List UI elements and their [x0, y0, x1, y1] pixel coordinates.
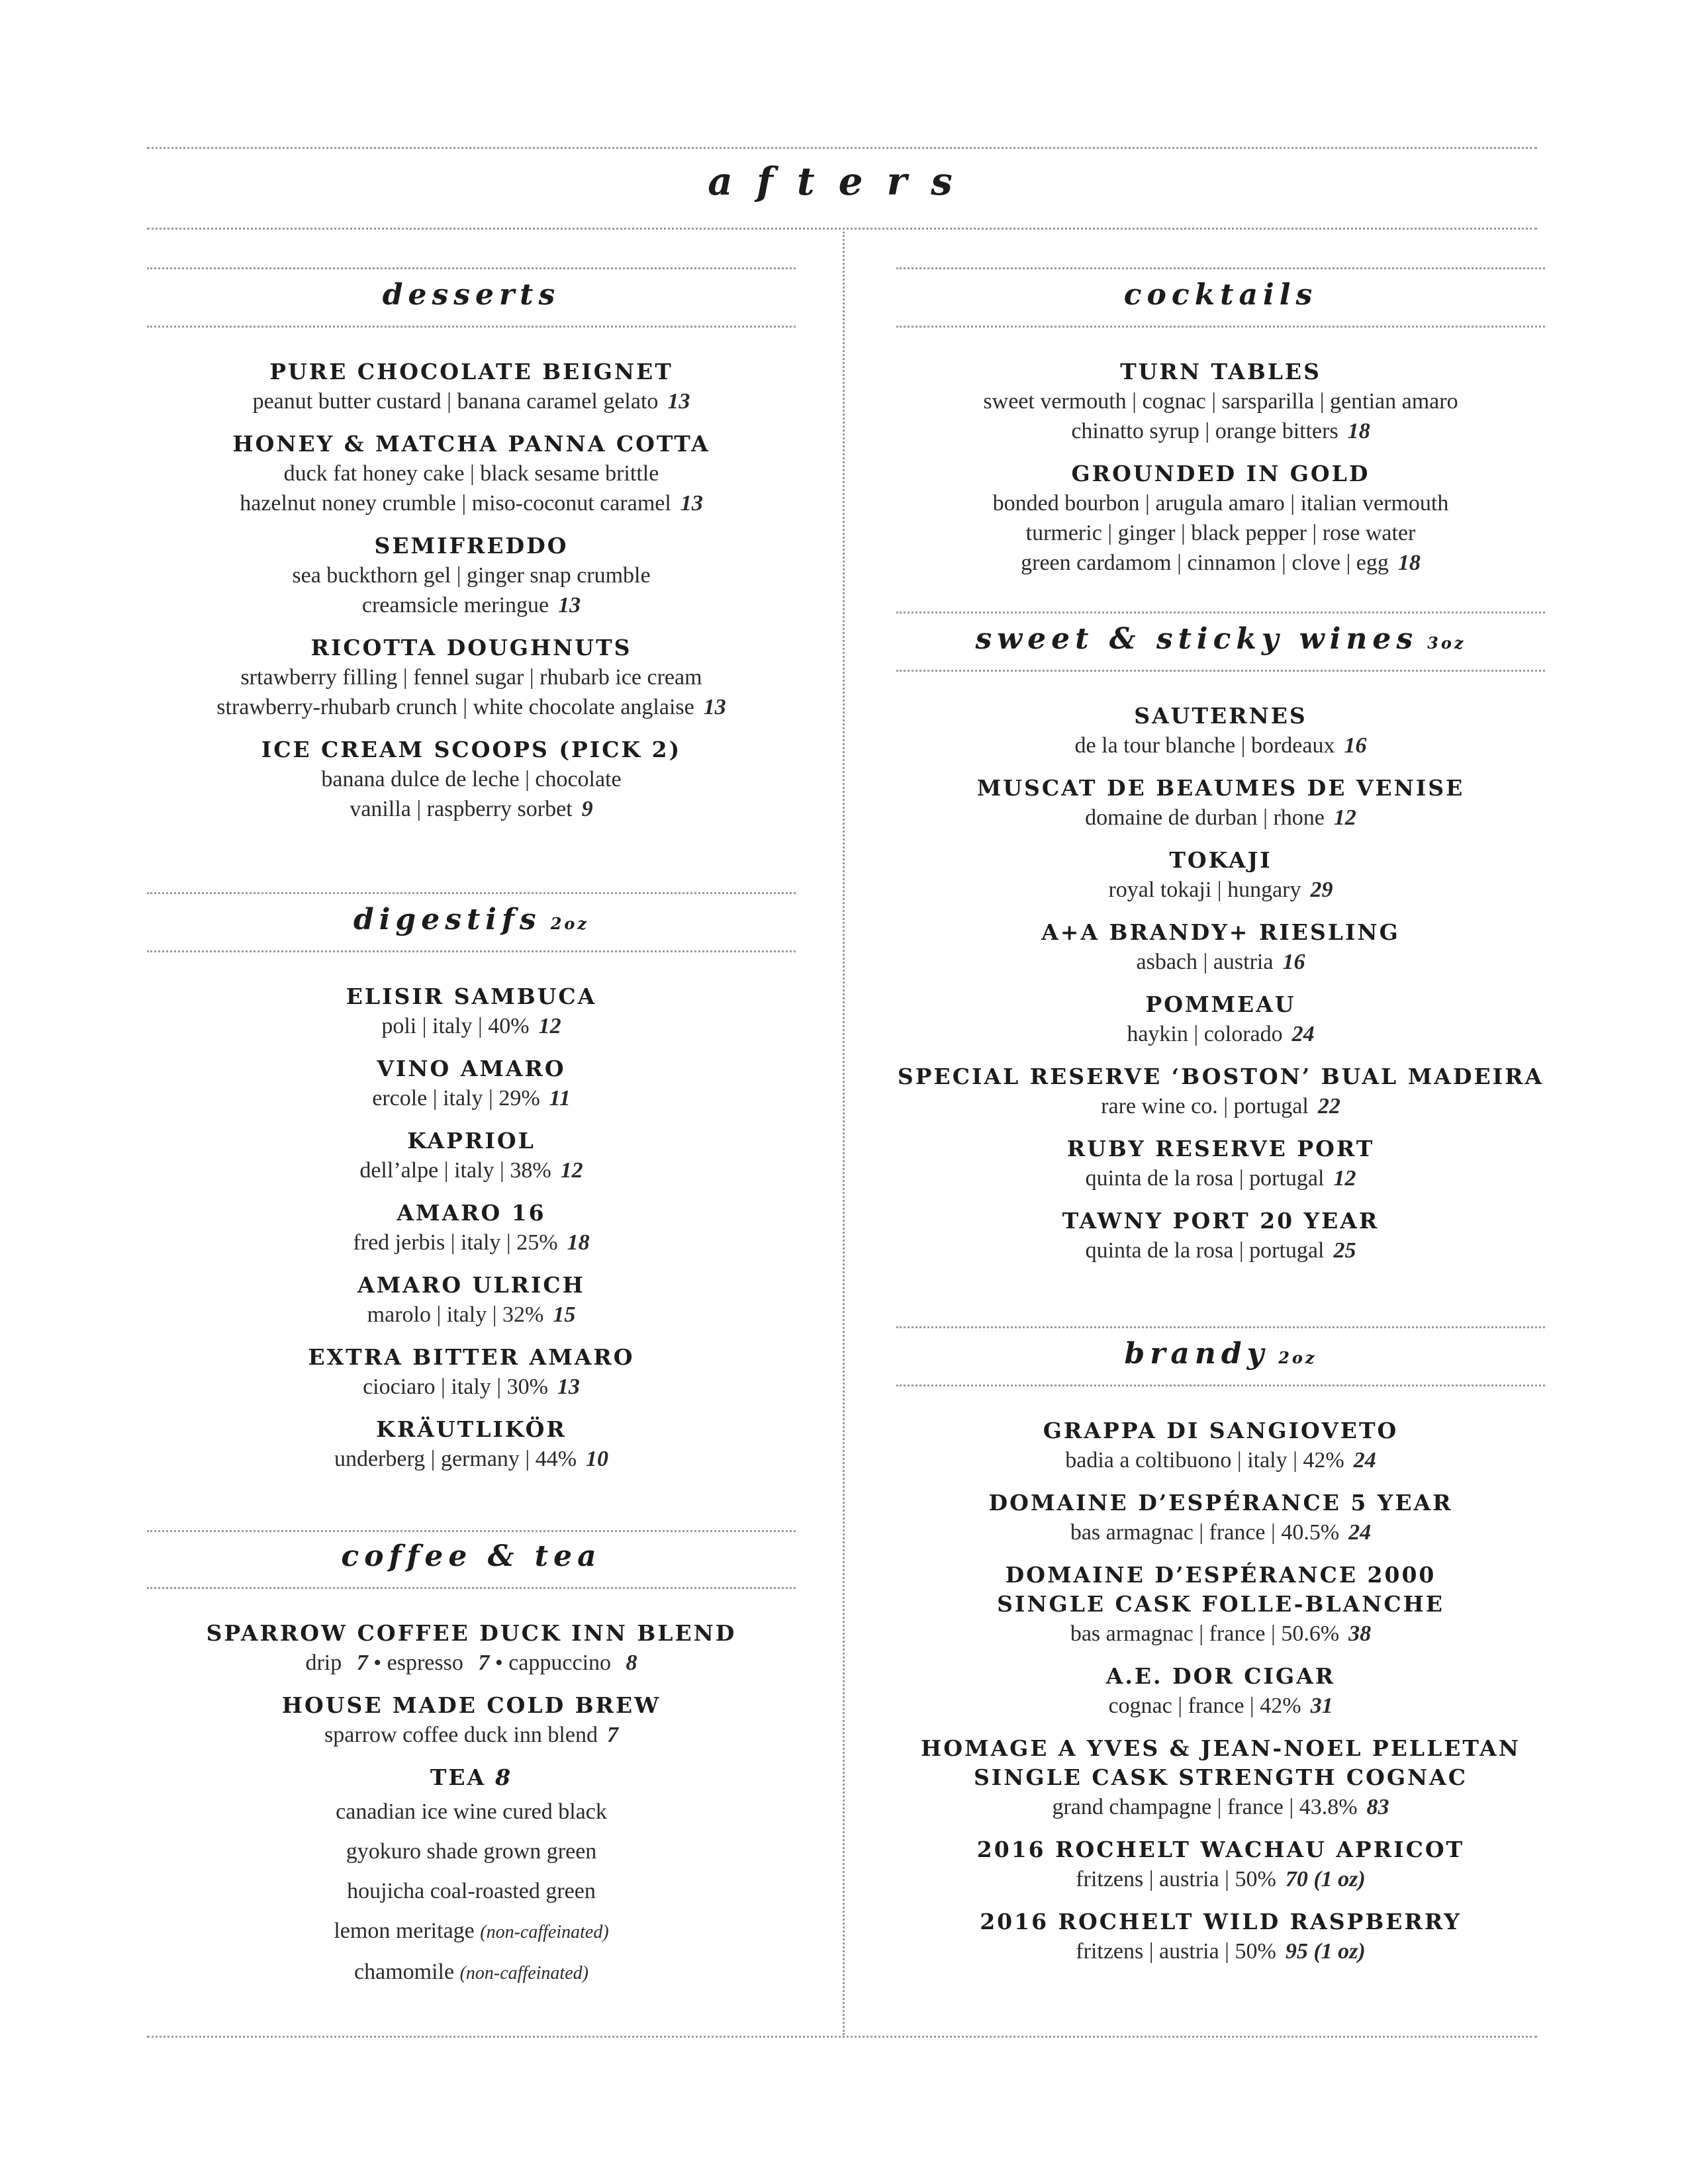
item-name: SPECIAL RESERVE ‘BOSTON’ BUAL MADEIRA	[897, 1064, 1544, 1089]
item-price: 16	[1282, 950, 1305, 974]
item-description: sea buckthorn gel | ginger snap crumble	[292, 563, 651, 588]
coffee-prices: drip 7 • espresso 7 • cappuccino 8	[305, 1651, 637, 1675]
menu-item	[896, 918, 1545, 977]
menu-item	[896, 990, 1545, 1049]
digestifs-heading: digestifs 2oz	[353, 903, 590, 936]
tea-varieties	[147, 1792, 796, 1993]
brandy-rule-bottom	[896, 1385, 1545, 1387]
item-price: 9	[581, 797, 593, 821]
item-name: DOMAINE D’ESPÉRANCE 2000 SINGLE CASK FOLLE-BLANCHE	[997, 1562, 1444, 1617]
item-price: 24	[1348, 1520, 1372, 1545]
item-description: fritzens | austria | 50% 95 (1 oz)	[1076, 1939, 1366, 1964]
digestifs-unit: 2oz	[550, 914, 590, 933]
tea-variety: houjicha coal-roasted green	[347, 1879, 596, 1903]
item-name: MUSCAT DE BEAUMES DE VENISE	[976, 775, 1465, 801]
item-price: 10	[586, 1447, 609, 1471]
item-name: RUBY RESERVE PORT	[1066, 1136, 1375, 1161]
tea-note: (non-caffeinated)	[480, 1922, 609, 1942]
item-description: badia a coltibuono | italy | 42% 24	[1065, 1448, 1376, 1473]
item-name: HOMAGE A YVES & JEAN-NOEL PELLETAN SINGLE CASK STRENGTH COGNAC	[921, 1735, 1521, 1790]
menu-item	[896, 1561, 1545, 1649]
item-name: 2016 ROCHELT WACHAU APRICOT	[976, 1837, 1465, 1862]
tea-note: (non-caffeinated)	[459, 1963, 588, 1983]
item-name: TAWNY PORT 20 YEAR	[1062, 1208, 1380, 1234]
menu-item	[896, 1206, 1545, 1265]
coffee-rule-top	[147, 1530, 796, 1532]
digestifs-list	[147, 982, 796, 1487]
item-price: 31	[1310, 1694, 1333, 1718]
item-name: TURN TABLES	[1120, 359, 1321, 385]
item-price: 18	[1397, 551, 1421, 575]
coffee-tea-heading: coffee & tea	[341, 1539, 602, 1573]
item-description: bonded bourbon | arugula amaro | italian vermouth	[992, 491, 1449, 516]
brandy-heading: brandy 2oz	[1124, 1337, 1317, 1371]
item-name: AMARO 16	[397, 1200, 546, 1226]
item-name: GRAPPA DI SANGIOVETO	[1043, 1418, 1399, 1443]
menu-item	[147, 735, 796, 824]
column-divider	[843, 232, 845, 2035]
item-name: ELISIR SAMBUCA	[346, 983, 597, 1009]
menu-item	[147, 531, 796, 620]
item-name: KRÄUTLIKÖR	[376, 1416, 567, 1442]
menu-item	[896, 1416, 1545, 1475]
item-price: 95 (1 oz)	[1285, 1939, 1366, 1964]
title-divider	[147, 228, 1537, 230]
tea	[147, 1763, 796, 1993]
item-name: PURE CHOCOLATE BEIGNET	[269, 359, 673, 385]
menu-item	[147, 1343, 796, 1402]
menu-item	[147, 982, 796, 1041]
sparrow-coffee	[147, 1619, 796, 1678]
menu-item	[896, 1488, 1545, 1547]
item-description: royal tokaji | hungary 29	[1108, 878, 1333, 902]
item-name: TEA 8	[430, 1764, 513, 1790]
cocktails-rule-top	[896, 267, 1545, 269]
menu-item	[896, 702, 1545, 760]
bottom-divider	[147, 2036, 1537, 2038]
item-name: EXTRA BITTER AMARO	[308, 1344, 635, 1370]
menu-item	[147, 1199, 796, 1257]
item-description: srtawberry filling | fennel sugar | rhubarb ice cream	[240, 665, 702, 690]
menu-item	[896, 1062, 1545, 1121]
item-price: 13	[558, 593, 581, 617]
item-name: SPARROW COFFEE DUCK INN BLEND	[206, 1620, 737, 1646]
coffee-tea-list	[147, 1619, 796, 2007]
brandy-list	[896, 1416, 1545, 1979]
item-name: 2016 ROCHELT WILD RASPBERRY	[980, 1909, 1462, 1934]
item-price: 12	[538, 1014, 561, 1038]
tea-variety: gyokuro shade grown green	[346, 1839, 597, 1864]
item-name: HOUSE MADE COLD BREW	[281, 1692, 661, 1718]
item-name: AMARO ULRICH	[357, 1272, 585, 1298]
item-name: DOMAINE D’ESPÉRANCE 5 YEAR	[988, 1490, 1453, 1516]
menu-item	[147, 1415, 796, 1474]
item-description: de la tour blanche | bordeaux 16	[1074, 733, 1367, 758]
menu-item	[147, 633, 796, 722]
menu-item	[147, 1126, 796, 1185]
brandy-unit: 2oz	[1278, 1348, 1317, 1367]
item-price: 29	[1310, 878, 1333, 902]
item-description: haykin | colorado 24	[1127, 1022, 1315, 1046]
item-name: ICE CREAM SCOOPS (PICK 2)	[261, 737, 682, 762]
desserts-rule-bottom	[147, 326, 796, 328]
item-description: strawberry-rhubarb crunch | white chocolate anglaise 13	[216, 695, 726, 719]
menu-item	[896, 1835, 1545, 1894]
brandy-rule-top	[896, 1326, 1545, 1328]
item-price: 13	[680, 491, 703, 516]
item-price: 13	[557, 1375, 580, 1399]
item-name: GROUNDED IN GOLD	[1071, 461, 1370, 486]
wines-rule-bottom	[896, 670, 1545, 672]
item-description: marolo | italy | 32% 15	[367, 1302, 576, 1327]
item-price: 25	[1333, 1238, 1356, 1263]
coffee-rule-bottom	[147, 1587, 796, 1589]
item-description: hazelnut noney crumble | miso-coconut caramel 13	[240, 491, 703, 516]
item-price: 8	[495, 1764, 513, 1790]
item-name: SEMIFREDDO	[374, 533, 569, 559]
menu-item	[147, 430, 796, 518]
item-name: A+A BRANDY+ RIESLING	[1041, 919, 1400, 945]
item-price: 22	[1317, 1094, 1340, 1118]
menu-item	[896, 1734, 1545, 1822]
item-description: sparrow coffee duck inn blend 7	[324, 1723, 618, 1747]
item-price: 12	[1333, 1166, 1356, 1191]
item-price: 18	[567, 1230, 590, 1255]
item-description: creamsicle meringue 13	[361, 593, 581, 617]
item-description: quinta de la rosa | portugal 12	[1085, 1166, 1356, 1191]
menu-item	[896, 357, 1545, 446]
menu-item	[147, 1271, 796, 1330]
item-description: turmeric | ginger | black pepper | rose water	[1025, 521, 1416, 545]
digestifs-rule-top	[147, 892, 796, 894]
desserts-list	[147, 357, 796, 837]
desserts-rule-top	[147, 267, 796, 269]
item-description: rare wine co. | portugal 22	[1101, 1094, 1340, 1118]
item-description: green cardamom | cinnamon | clove | egg 18	[1021, 551, 1421, 575]
item-price: 13	[667, 389, 690, 414]
bullet-separator: •	[494, 1651, 509, 1675]
menu-item	[896, 459, 1545, 578]
page-title: afters	[708, 159, 976, 204]
item-description: bas armagnac | france | 50.6% 38	[1070, 1621, 1372, 1646]
cocktails-list	[896, 357, 1545, 591]
menu-item	[896, 1907, 1545, 1966]
menu-item	[896, 846, 1545, 905]
digestifs-rule-bottom	[147, 950, 796, 952]
item-price: 15	[553, 1302, 576, 1327]
item-name: VINO AMARO	[377, 1056, 566, 1081]
item-description: duck fat honey cake | black sesame brittle	[283, 461, 659, 486]
item-description: fritzens | austria | 50% 70 (1 oz)	[1076, 1867, 1366, 1891]
item-price: 18	[1347, 419, 1370, 443]
item-description: sweet vermouth | cognac | sarsparilla | gentian amaro	[983, 389, 1458, 414]
item-description: peanut butter custard | banana caramel gelato 13	[252, 389, 690, 414]
item-name: HONEY & MATCHA PANNA COTTA	[232, 431, 710, 457]
menu-item	[896, 1662, 1545, 1721]
item-description: vanilla | raspberry sorbet 9	[350, 797, 593, 821]
item-description: dell’alpe | italy | 38% 12	[359, 1158, 583, 1183]
menu-item	[147, 357, 796, 416]
item-price: 38	[1348, 1621, 1372, 1646]
item-price: 12	[560, 1158, 583, 1183]
item-name: SAUTERNES	[1134, 703, 1307, 729]
item-price: 13	[703, 695, 726, 719]
item-description: ciociaro | italy | 30% 13	[363, 1375, 580, 1399]
item-description: asbach | austria 16	[1136, 950, 1305, 974]
cold-brew	[147, 1691, 796, 1750]
menu-item	[896, 774, 1545, 833]
bullet-separator: •	[373, 1651, 387, 1675]
item-name: RICOTTA DOUGHNUTS	[310, 635, 632, 660]
item-description: poli | italy | 40% 12	[381, 1014, 561, 1038]
item-description: ercole | italy | 29% 11	[372, 1086, 571, 1111]
item-name: TOKAJI	[1169, 847, 1272, 873]
sweet-wines-unit: 3oz	[1427, 633, 1466, 653]
item-description: cognac | france | 42% 31	[1108, 1694, 1333, 1718]
item-price: 83	[1366, 1795, 1389, 1819]
cocktails-heading: cocktails	[1123, 278, 1318, 312]
wines-rule-top	[896, 612, 1545, 614]
tea-variety: lemon meritage (non-caffeinated)	[334, 1919, 609, 1943]
item-name: POMMEAU	[1145, 991, 1296, 1017]
sweet-wines-list	[896, 702, 1545, 1279]
cocktails-rule-bottom	[896, 326, 1545, 328]
top-divider	[147, 147, 1537, 149]
item-description: fred jerbis | italy | 25% 18	[353, 1230, 590, 1255]
menu-item	[896, 1134, 1545, 1193]
item-price: 70 (1 oz)	[1285, 1867, 1366, 1891]
tea-variety: canadian ice wine cured black	[336, 1799, 607, 1824]
item-description: bas armagnac | france | 40.5% 24	[1070, 1520, 1372, 1545]
item-price: 7	[606, 1723, 618, 1747]
item-price: 12	[1333, 805, 1356, 830]
desserts-heading: desserts	[382, 278, 561, 312]
item-price: 24	[1291, 1022, 1315, 1046]
menu-item	[147, 1054, 796, 1113]
item-name: A.E. DOR CIGAR	[1105, 1663, 1336, 1689]
item-price: 24	[1353, 1448, 1376, 1473]
tea-variety: chamomile (non-caffeinated)	[354, 1960, 588, 1984]
item-description: chinatto syrup | orange bitters 18	[1071, 419, 1370, 443]
item-description: domaine de durban | rhone 12	[1085, 805, 1356, 830]
item-price: 11	[549, 1086, 571, 1111]
item-name: KAPRIOL	[407, 1128, 536, 1154]
item-description: grand champagne | france | 43.8% 83	[1052, 1795, 1389, 1819]
item-description: quinta de la rosa | portugal 25	[1085, 1238, 1356, 1263]
sweet-wines-heading: sweet & sticky wines 3oz	[975, 622, 1466, 656]
item-description: underberg | germany | 44% 10	[334, 1447, 609, 1471]
item-price: 16	[1344, 733, 1367, 758]
item-description: banana dulce de leche | chocolate	[321, 767, 622, 792]
